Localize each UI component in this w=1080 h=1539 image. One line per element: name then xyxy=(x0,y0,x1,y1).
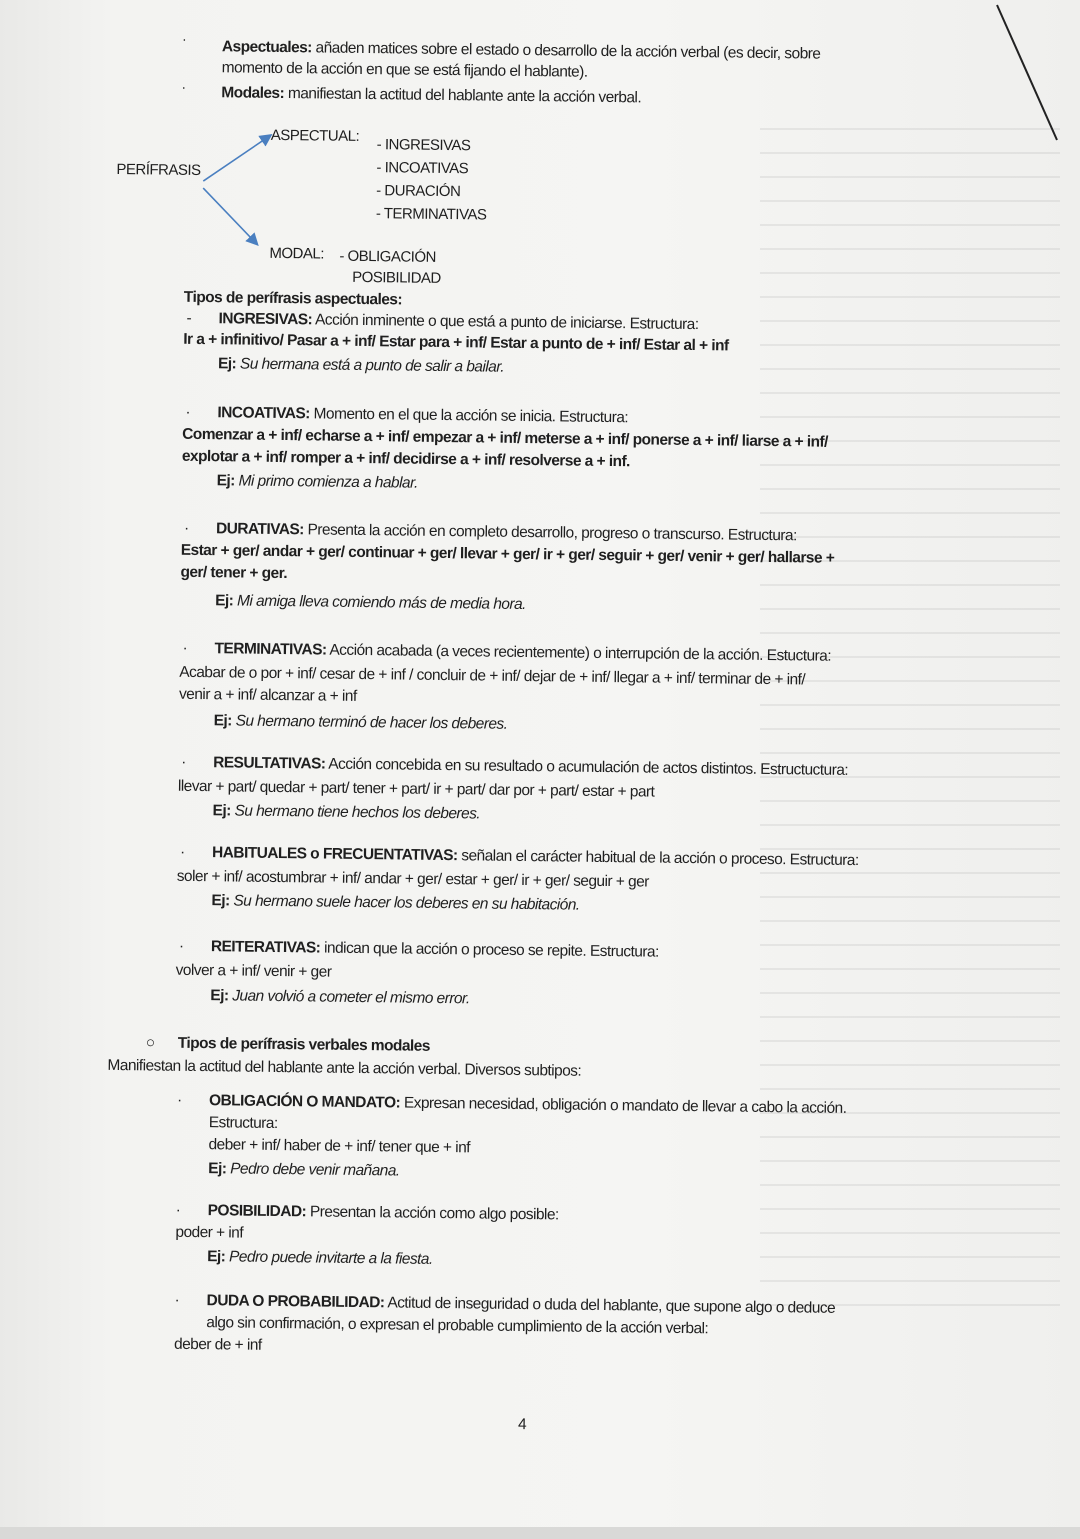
obligacion-structure: Estructura: xyxy=(208,1114,278,1133)
diagram-item: POSIBILIDAD xyxy=(352,268,441,287)
durativas-structure: ger/ tener + ger. xyxy=(180,563,288,583)
habituales-example: Ej: Su hermano suele hacer los deberes en su habitación. xyxy=(211,892,580,914)
aspectual-heading: Tipos de perífrasis aspectuales: xyxy=(183,288,403,309)
arrow-to-aspectual xyxy=(203,135,270,182)
diagram-item: - OBLIGACIÓN xyxy=(339,247,437,266)
duda-text: algo sin confirmación, o expresan el probable cumplimiento de la acción verbal: xyxy=(206,1314,709,1338)
incoativas-title: INCOATIVAS: Momento en el que la acción se inicia. Estructura: xyxy=(217,404,629,427)
reiterativas-structure: volver a + inf/ venir + ger xyxy=(175,961,332,981)
obligacion-example: Ej: Pedro debe venir mañana. xyxy=(208,1160,400,1180)
diagram-item: - TERMINATIVAS xyxy=(375,205,487,224)
diagram-modal: MODAL: xyxy=(269,244,325,263)
durativas-example: Ej: Mi amiga lleva comiendo más de media hora. xyxy=(215,592,526,613)
habituales-structure: soler + inf/ acostumbrar + inf/ andar + ger/ estar + ger/ ir + ger/ seguir + ger xyxy=(176,867,649,891)
terminativas-structure: Acabar de o por + inf/ cesar de + inf / concluir de + inf/ dejar de + inf/ llegar a + inf/ terminar de + inf/ xyxy=(179,663,806,689)
bullet: · xyxy=(176,1091,182,1109)
page-number: 4 xyxy=(518,1415,527,1434)
obligacion-title: OBLIGACIÓN O MANDATO: Expresan necesidad, obligación o mandato de llevar a cabo la acción. xyxy=(208,1092,847,1117)
duda-title: DUDA O PROBABILIDAD: Actitud de inseguridad o duda del hablante, que supone algo o deduce xyxy=(206,1292,836,1317)
modal-heading: Tipos de perífrasis verbales modales xyxy=(177,1034,430,1055)
duda-structure: deber de + inf xyxy=(173,1335,262,1354)
resultativas-structure: llevar + part/ quedar + part/ tener + part/ ir + part/ dar por + part/ estar + part xyxy=(177,777,655,801)
terminativas-title: TERMINATIVAS: Acción acabada (a veces recientemente) o interrupción de la acción. Estuctura: xyxy=(214,640,832,665)
modal-intro: Manifiestan la actitud del hablante ante la acción verbal. Diversos subtipos: xyxy=(107,1056,582,1080)
bullet: · xyxy=(179,843,185,861)
bullet: - xyxy=(186,309,192,327)
intro-aspectuales: Aspectuales: añaden matices sobre el estado o desarrollo de la acción verbal (es decir, sobre xyxy=(221,38,821,63)
arrow-to-modal xyxy=(203,188,258,244)
reiterativas-title: REITERATIVAS: indican que la acción o proceso se repite. Estructura: xyxy=(210,938,659,961)
diagram-aspectual: ASPECTUAL: xyxy=(270,126,360,145)
bullet: · xyxy=(175,1201,181,1219)
bullet: · xyxy=(181,753,186,771)
ingresivas-structure: Ir a + infinitivo/ Pasar a + inf/ Estar para + inf/ Estar a punto de + inf/ Estar al + inf xyxy=(183,330,729,355)
ingresivas-title: INGRESIVAS: Acción inminente o que está a punto de iniciarse. Estructura: xyxy=(218,310,699,334)
reiterativas-example: Ej: Juan volvió a cometer el mismo error. xyxy=(210,987,470,1008)
bullet: · xyxy=(183,519,189,537)
incoativas-structure: Comenzar a + inf/ echarse a + inf/ empezar a + inf/ meterse a + inf/ ponerse a + inf/ liarse a + inf/ xyxy=(182,425,828,451)
bullet: · xyxy=(181,78,187,95)
durativas-title: DURATIVAS: Presenta la acción en completo desarrollo, progreso o transcurso. Estructura: xyxy=(215,520,797,545)
terminativas-example: Ej: Su hermano terminó de hacer los deberes. xyxy=(213,712,508,733)
durativas-structure: Estar + ger/ andar + ger/ continuar + ger/ llevar + ger/ ir + ger/ seguir + ger/ venir + ger/ hallarse + xyxy=(180,541,835,567)
bullet: · xyxy=(185,403,191,421)
posibilidad-title: POSIBILIDAD: Presentan la acción como algo posible: xyxy=(207,1202,559,1224)
intro-aspectuales-cont: momento de la acción en que se está fijando el hablante). xyxy=(221,59,588,81)
ingresivas-example: Ej: Su hermana está a punto de salir a bailar. xyxy=(217,355,505,376)
obligacion-structure: deber + inf/ haber de + inf/ tener que + inf xyxy=(208,1136,471,1157)
resultativas-example: Ej: Su hermano tiene hechos los deberes. xyxy=(212,802,481,823)
bullet: · xyxy=(174,1291,180,1309)
bullet: · xyxy=(182,639,188,657)
incoativas-example: Ej: Mi primo comienza a hablar. xyxy=(216,472,418,492)
posibilidad-example: Ej: Pedro puede invitarte a la fiesta. xyxy=(207,1248,433,1268)
incoativas-structure: explotar a + inf/ romper a + inf/ decidirse a + inf/ resolverse a + inf. xyxy=(181,447,630,471)
posibilidad-structure: poder + inf xyxy=(175,1223,244,1242)
diagram-item: - INCOATIVAS xyxy=(376,159,469,178)
resultativas-title: RESULTATIVAS: Acción concebida en su resultado o acumulación de actos distintos. Estructuctura: xyxy=(213,754,849,779)
bullet: · xyxy=(178,937,184,955)
diagram-item: - INGRESIVAS xyxy=(376,136,471,155)
habituales-title: HABITUALES o FRECUENTATIVAS: señalan el carácter habitual de la acción o proceso. Estructura: xyxy=(211,844,859,870)
diagram-root: PERÍFRASIS xyxy=(116,160,201,179)
bullet: · xyxy=(181,30,187,47)
circle-bullet: ○ xyxy=(145,1034,155,1052)
intro-modales: Modales: manifiestan la actitud del hablante ante la acción verbal. xyxy=(221,84,642,107)
terminativas-structure: venir a + inf/ alcanzar a + inf xyxy=(178,685,357,705)
diagram-item: - DURACIÓN xyxy=(376,182,461,201)
